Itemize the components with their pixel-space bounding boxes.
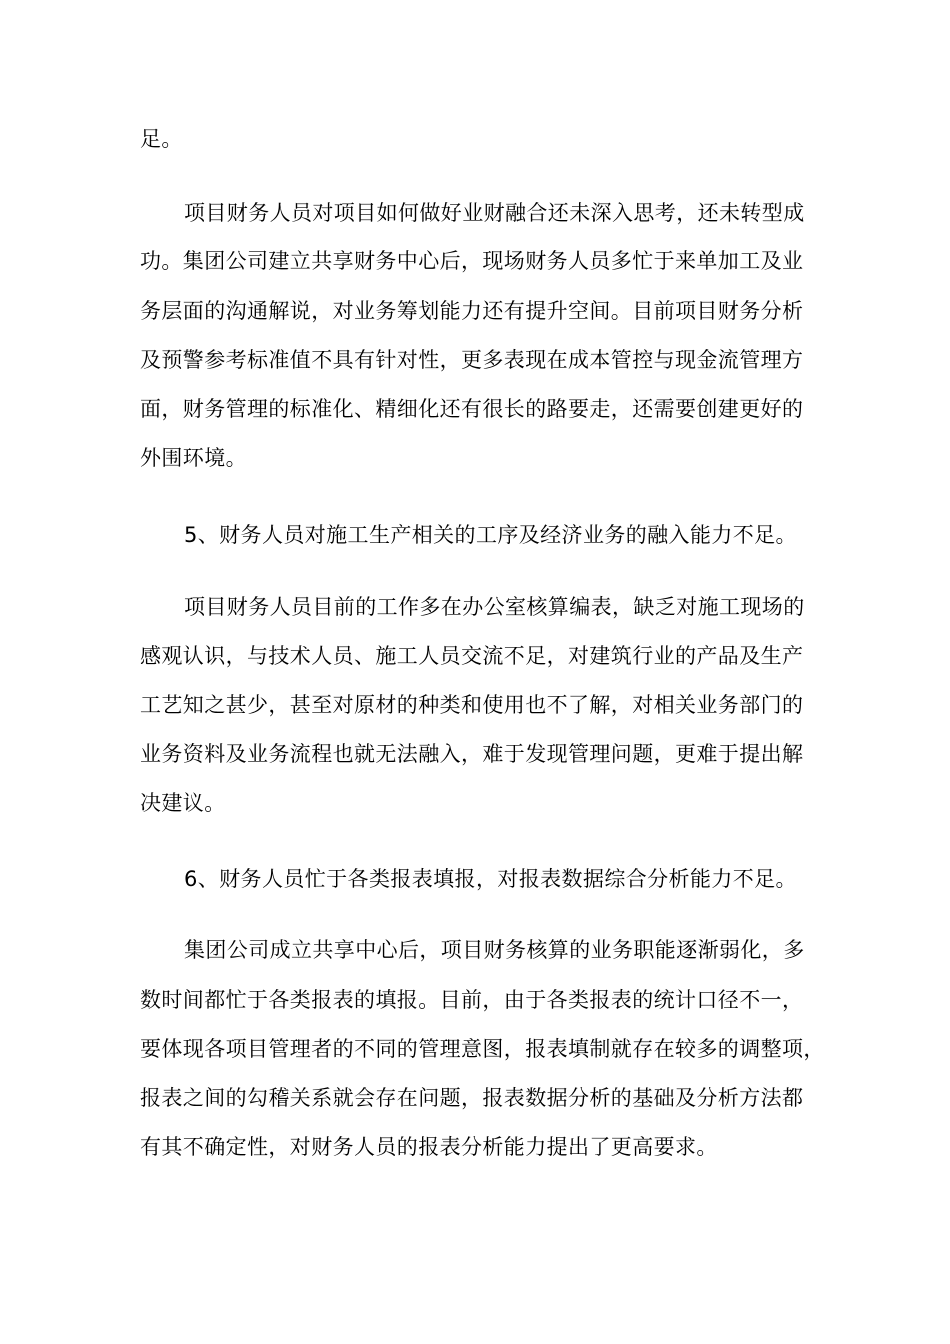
paragraph-2-line-4: 业务资料及业务流程也就无法融入，难于发现管理问题，更难于提出解 — [140, 742, 804, 766]
paragraph-0-line-1: 足。 — [140, 127, 183, 151]
paragraph-3-line-1: 集团公司成立共享中心后，项目财务核算的业务职能逐渐弱化，多 — [184, 938, 805, 962]
paragraph-2-line-2: 感观认识，与技术人员、施工人员交流不足，对建筑行业的产品及生产 — [140, 644, 804, 668]
paragraph-3-line-2: 数时间都忙于各类报表的填报。目前，由于各类报表的统计口径不一， — [140, 988, 804, 1012]
paragraph-1-line-3: 务层面的沟通解说，对业务筹划能力还有提升空间。目前项目财务分析 — [140, 299, 804, 323]
paragraph-1-line-1: 项目财务人员对项目如何做好业财融合还未深入思考，还未转型成 — [184, 201, 805, 225]
paragraph-1-line-6: 外围环境。 — [140, 446, 247, 470]
paragraph-2-line-1: 项目财务人员目前的工作多在办公室核算编表，缺乏对施工现场的 — [184, 595, 805, 619]
paragraph-2-line-5: 决建议。 — [140, 791, 226, 815]
paragraph-3-line-3: 要体现各项目管理者的不同的管理意图，报表填制就存在较多的调整项， — [140, 1037, 825, 1061]
paragraph-3-line-4: 报表之间的勾稽关系就会存在问题，报表数据分析的基础及分析方法都 — [140, 1086, 804, 1110]
section-heading-6: 6、财务人员忙于各类报表填报，对报表数据综合分析能力不足。 — [184, 867, 797, 891]
paragraph-3-line-5: 有其不确定性，对财务人员的报表分析能力提出了更高要求。 — [140, 1135, 718, 1159]
paragraph-2-line-3: 工艺知之甚少，甚至对原材的种类和使用也不了解，对相关业务部门的 — [140, 693, 804, 717]
paragraph-1-line-5: 面，财务管理的标准化、精细化还有很长的路要走，还需要创建更好的 — [140, 397, 804, 421]
section-heading-5: 5、财务人员对施工生产相关的工序及经济业务的融入能力不足。 — [184, 523, 797, 547]
paragraph-1-line-2: 功。集团公司建立共享财务中心后，现场财务人员多忙于来单加工及业 — [140, 249, 804, 273]
paragraph-1-line-4: 及预警参考标准值不具有针对性，更多表现在成本管控与现金流管理方 — [140, 348, 804, 372]
